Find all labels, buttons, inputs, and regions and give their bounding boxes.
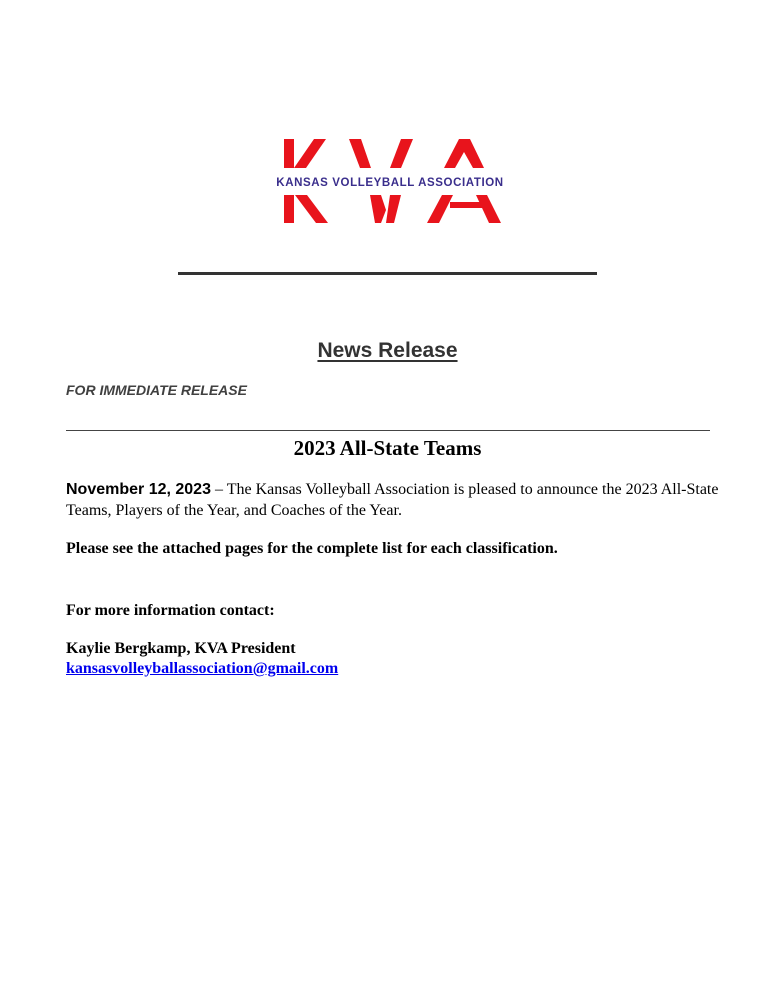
release-note: FOR IMMEDIATE RELEASE <box>66 382 247 398</box>
logo-divider <box>178 272 597 275</box>
kva-logo <box>262 136 518 228</box>
contact-heading: For more information contact: <box>66 602 275 619</box>
release-date: November 12, 2023 <box>66 481 211 498</box>
attached-note: Please see the attached pages for the complete list for each classification. <box>66 540 558 557</box>
headline: 2023 All-State Teams <box>293 436 482 460</box>
contact-email-link[interactable]: kansasvolleyballassociation@gmail.com <box>66 660 339 677</box>
page-title: News Release <box>317 339 458 362</box>
lead-text: – The Kansas Volleyball Association is pleased to announce the 2023 All-State Teams, Players of the Year, and Coaches of the Year. <box>66 481 719 519</box>
lead-paragraph <box>66 479 726 521</box>
contact-name: Kaylie Bergkamp, KVA President <box>66 640 296 657</box>
logo-tagline: KANSAS VOLLEYBALL ASSOCIATION <box>276 177 504 189</box>
section-divider <box>66 430 710 431</box>
